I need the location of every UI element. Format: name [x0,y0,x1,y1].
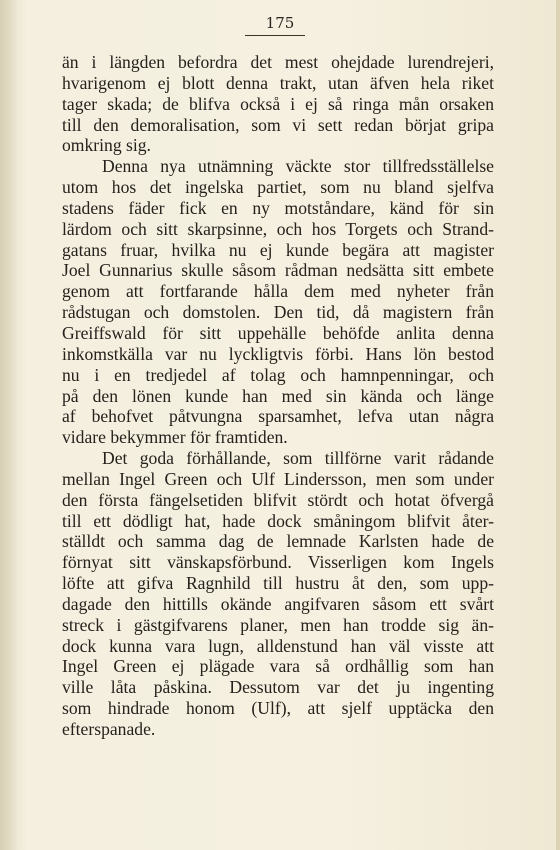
text-line: på den lönen kunde han med sin kända och länge [62,385,494,406]
page-number: 175 [265,14,295,32]
page-number-rule [245,35,305,36]
text-line: inkomstkälla var nu lyckligtvis förbi. Hans lön bestod [62,343,494,364]
text-line: den första fängelsetiden blifvit stördt och hotat öfvergå [62,489,494,510]
text-line: Ingel Green ej plägade vara så ordhållig som han [62,656,494,677]
text-line: streck i gästgifvarens planer, men han trodde sig än- [62,614,494,635]
page-edge [556,0,560,850]
text-line: gatans fruar, hvilka nu ej kunde begära att magister [62,239,494,260]
text-line: vidare bekymmer för framtiden. [62,427,288,448]
text-line: af behofvet påtvungna sparsamhet, lefva utan några [62,406,494,427]
paragraph-start-line: Det goda förhållande, som tillförne varit rådande [102,448,494,469]
text-line: Greiffswald för sitt uppehälle behöfde anlita denna [62,322,494,343]
text-line: Joel Gunnarius skulle såsom rådman nedsätta sitt embete [62,260,494,281]
spine-shadow [0,0,18,850]
text-line: ville låta påskina. Dessutom var det ju ingenting [62,677,494,698]
text-line: löfte att gifva Ragnhild till hustru åt den, som upp- [62,573,494,594]
text-line: dagade den hittills okände angifvaren såsom ett svårt [62,593,494,614]
text-line: lärdom och sitt skarpsinne, och hos Torgets och Strand- [62,218,494,239]
text-line: efterspanade. [62,719,156,739]
text-line: än i längden befordra det mest ohejdade lurendrejeri, [62,52,494,72]
text-line: dock kunna vara lugn, alldenstund han väl visste att [62,635,494,656]
text-line: nu i en tredjedel af tolag och hamnpenningar, och [62,364,494,385]
paragraph-start-line: Denna nya utnämning väckte stor tillfredsställelse [102,156,494,177]
text-line: genom att fortfarande hålla dem med nyheter från [62,281,494,302]
text-line: hvarigenom ej blott denna trakt, utan äfven hela riket [62,72,494,93]
text-line: till ett dödligt hat, hade dock småningom blifvit åter- [62,510,494,531]
text-line: förnyat sitt vänskapsförbund. Visserligen kom Ingels [62,552,494,573]
text-line: mellan Ingel Green och Ulf Lindersson, men som under [62,468,494,489]
text-line: utom hos det ingelska partiet, som nu bland sjelfva [62,177,494,198]
body-text [62,52,494,740]
text-line: rådstugan och domstolen. Den tid, då magistern från [62,302,494,323]
text-line: stadens fäder fick en ny motståndare, känd för sin [62,197,494,218]
text-line: som hindrade honom (Ulf), att sjelf upptäcka den [62,698,494,719]
text-line: till den demoralisation, som vi sett redan börjat gripa [62,114,494,135]
text-line: ställdt och samma dag de lemnade Karlsten hade de [62,531,494,552]
text-line: tager skada; de blifva också i ej så ringa mån orsaken [62,93,494,114]
text-line: omkring sig. [62,135,151,156]
